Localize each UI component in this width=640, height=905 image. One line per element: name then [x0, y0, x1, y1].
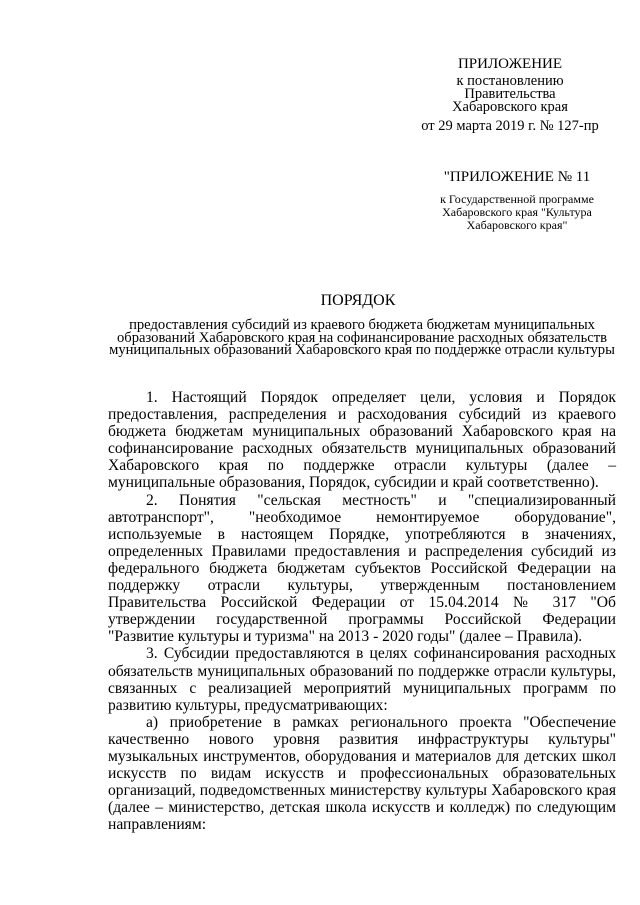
appendix11-header	[408, 170, 626, 232]
paragraph: 3. Субсидии предоставляются в целях софинансирования расходных обязательств муниципальных образований по поддержке отрасли культуры, связанных с реализацией мероприятий муниципальных программ по развитию культуры, предусматривающих:	[108, 645, 616, 714]
appendix-line: Хабаровского края	[452, 99, 568, 115]
paragraph: а) приобретение в рамках регионального проекта "Обеспечение качественно нового уровня развития инфраструктуры культуры" музыкальных инструментов, оборудования и материалов для детских школ искусств по видам искусств и профессиональных образовательных организаций, подведомственных министерству культуры Хабаровского края (далее – министерство, детская школа искусств и колледж) по следующим направлениям:	[108, 713, 616, 834]
document-title: ПОРЯДОК	[320, 292, 396, 309]
appendix11-line: Хабаровского края"	[466, 218, 568, 232]
appendix-date: от 29 марта 2019 г. № 127-пр	[421, 118, 599, 134]
appendix11-line: к Государственной программе	[440, 192, 594, 206]
paragraph: 2. Понятия "сельская местность" и "специализированный автотранспорт", "необходимое немонтируемое оборудование", используемые в настоящем Порядке, употребляются в значениях, определенных Правилами предоставления и распределения субсидий из федерального бюджета бюджетам субъектов Российской Федерации на поддержку отрасли культуры, утвержденным постановлением Правительства Российской Федерации от 15.04.2014 № 317 "Об утверждении государственной программы Российской Федерации "Развитие культуры и туризма" на 2013 - 2020 годы" (далее – Правила).	[108, 491, 616, 646]
appendix-heading: ПРИЛОЖЕНИЕ	[457, 56, 563, 72]
paragraph: 1. Настоящий Порядок определяет цели, условия и Порядок предоставления, распределения и расходования субсидий из краевого бюджета бюджетам муниципальных образований Хабаровского края на софинансирование расходных обязательств муниципальных образований Хабаровского края по поддержке отрасли культуры (далее – муниципальные образования, Порядок, субсидии и край соответственно).	[108, 389, 616, 492]
appendix-line: к постановлению	[456, 73, 564, 89]
appendix-line: Правительства	[464, 86, 556, 102]
document-body	[108, 389, 616, 833]
appendix11-line: Хабаровского края "Культура	[442, 205, 592, 219]
appendix11-heading: "ПРИЛОЖЕНИЕ № 11	[443, 169, 591, 185]
document-subtitle: предоставления субсидий из краевого бюджета бюджетам муниципальных образований Хабаровского края на софинансирование расходных обязательств муниципальных образований Хабаровского края по поддержке отрасли культуры	[109, 317, 615, 358]
appendix-header	[400, 58, 620, 133]
